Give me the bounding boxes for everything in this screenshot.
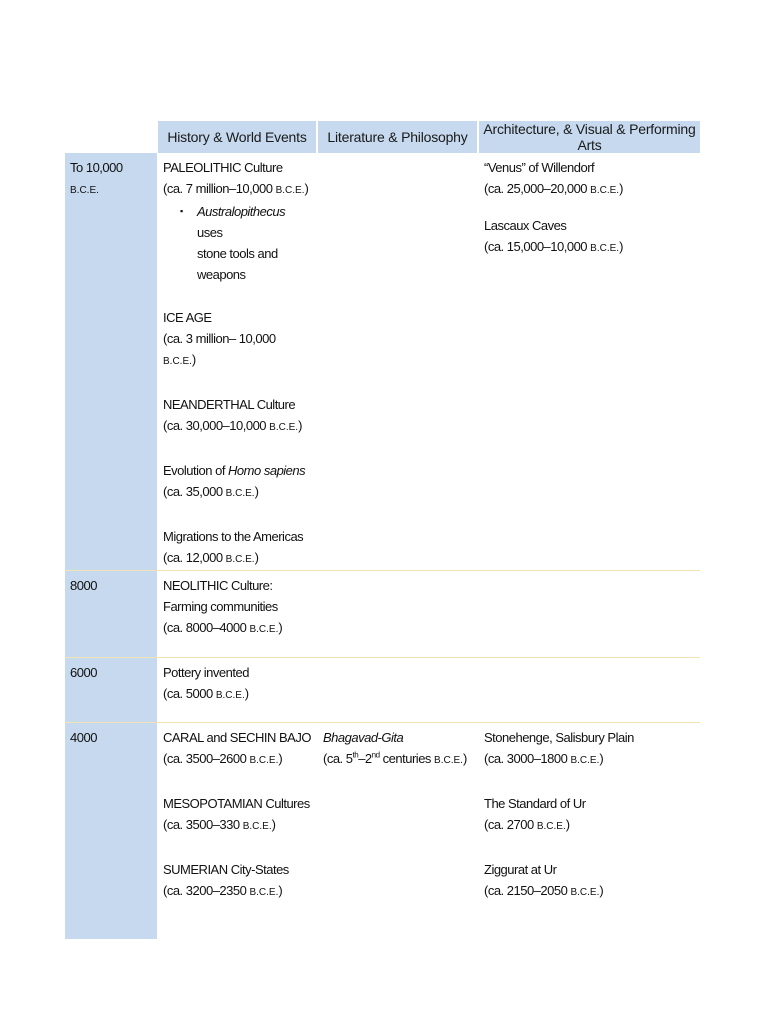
header-literature: Literature & Philosophy [317,121,478,153]
paren: ) [599,751,604,766]
date-range: (ca. 3000–1800 [484,751,571,766]
entry-title: MESOPOTAMIAN Cultures [163,796,310,811]
entry-title: NEANDERTHAL Culture [163,397,296,412]
entry-date [163,547,311,570]
title-prefix: Evolution of [163,463,229,478]
era-label: B.C.E. [536,821,566,832]
literature-cell [317,658,478,723]
date-cell [65,571,157,658]
date-range: (ca. 3500–330 [163,817,243,832]
paren: ) [191,352,196,367]
paren: ) [278,620,283,635]
entry-title [163,460,311,481]
era-label: B.C.E. [269,422,299,433]
entry-title: The Standard of Ur [484,796,586,811]
date-range: (ca. 5 [323,751,353,766]
date-label: 4000 [70,730,97,745]
history-entry [163,307,311,372]
arts-entry [484,215,694,259]
date-range: (ca. 3 million– 10,000 [163,331,276,346]
ordinal-suffix: th [352,750,359,760]
era-label: B.C.E. [70,185,99,196]
paren: ) [565,817,570,832]
date-range-mid: –2 [358,751,372,766]
date-cell [65,723,157,939]
entry-title: Migrations to the Americas [163,529,304,544]
arts-cell [478,723,700,939]
date-range-post: centuries [379,751,435,766]
table-header [65,121,700,153]
table-row [65,723,700,939]
date-range: (ca. 3200–2350 [163,883,250,898]
paren: ) [244,686,249,701]
literature-cell [317,723,478,939]
date-label: To 10,000 [70,160,123,175]
entry-title: PALEOLITHIC Culture [163,160,283,175]
entry-title: Ziggurat at Ur [484,862,557,877]
ordinal-suffix: nd [371,750,380,760]
era-label: B.C.E. [225,488,255,499]
entry-date [484,178,694,201]
paren: ) [619,239,623,254]
date-label: 6000 [70,665,97,680]
entry-date [163,814,311,837]
era-label: B.C.E. [590,185,620,196]
date-range: (ca. 25,000–20,000 [484,181,591,196]
date-range: (ca. 2700 [484,817,537,832]
date-range: (ca. 3500–2600 [163,751,250,766]
era-label: B.C.E. [249,624,279,635]
entry-title: “Venus” of Willendorf [484,160,595,175]
arts-entry [484,727,694,771]
entry-title: Pottery invented [163,665,249,680]
history-entry [163,394,311,438]
bullet-icon: ▪ [180,206,183,216]
paren: ) [254,550,259,565]
paren: ) [278,883,283,898]
entry-date [163,683,311,706]
entry-date [163,880,311,903]
era-label: B.C.E. [570,887,600,898]
entry-date [163,415,311,438]
paren: ) [278,751,283,766]
sub-text: uses [197,225,223,240]
entry-date [163,481,311,504]
entry-title: NEOLITHIC Culture: [163,578,273,593]
entry-date [484,880,694,903]
history-entry [163,859,311,903]
era-label: B.C.E. [570,755,600,766]
entry-date [163,748,311,771]
history-cell [157,658,317,723]
history-cell [157,153,317,571]
sub-text-line2: stone tools and weapons [197,246,278,282]
entry-date [163,178,311,201]
entry-title: Bhagavad-Gita [323,730,404,745]
era-label: B.C.E. [590,243,620,254]
arts-entry [484,157,694,201]
header-date-column [65,121,157,153]
entry-title: CARAL and SECHIN BAJO [163,730,311,745]
entry-date [484,236,694,259]
table-row [65,658,700,723]
date-range: (ca. 12,000 [163,550,226,565]
date-range: (ca. 30,000–10,000 [163,418,270,433]
date-range: (ca. 2150–2050 [484,883,571,898]
arts-entry [484,793,694,837]
species-name: Homo sapiens [228,463,306,478]
entry-date [163,617,311,640]
era-label: B.C.E. [249,755,279,766]
date-range: (ca. 7 million–10,000 [163,181,276,196]
era-label: B.C.E. [242,821,272,832]
sub-list-item [180,201,311,285]
entry-title: Stonehenge, Salisbury Plain [484,730,634,745]
paren: ) [254,484,259,499]
arts-cell [478,658,700,723]
date-label: 8000 [70,578,97,593]
table-row [65,571,700,658]
paren: ) [298,418,302,433]
date-cell [65,153,157,571]
date-range: (ca. 35,000 [163,484,226,499]
history-entry [163,157,311,285]
era-label: B.C.E. [249,887,279,898]
arts-cell [478,153,700,571]
sub-list [163,201,311,285]
era-label: B.C.E. [275,185,305,196]
paren: ) [599,883,604,898]
timeline-table [65,121,700,939]
header-history: History & World Events [157,121,317,153]
entry-title: Lascaux Caves [484,218,567,233]
date-range: (ca. 15,000–10,000 [484,239,591,254]
history-cell [157,723,317,939]
history-cell [157,571,317,658]
era-label: B.C.E. [434,755,463,766]
history-entry [163,727,311,771]
species-name: Australopithecus [197,204,286,219]
entry-date [163,328,311,372]
era-label: B.C.E. [163,356,192,367]
literature-cell [317,571,478,658]
literature-entry [323,727,472,771]
date-cell [65,658,157,723]
arts-cell [478,571,700,658]
entry-title: ICE AGE [163,310,212,325]
paren: ) [271,817,276,832]
history-entry [163,793,311,837]
entry-date [484,814,694,837]
table-row [65,153,700,571]
paren: ) [304,181,309,196]
date-range: (ca. 5000 [163,686,216,701]
entry-date [323,748,472,771]
entry-subtitle: Farming communities [163,599,278,614]
history-entry [163,526,311,570]
era-label: B.C.E. [215,690,245,701]
history-entry [163,460,311,504]
entry-date [484,748,694,771]
paren: ) [619,181,623,196]
date-range: (ca. 8000–4000 [163,620,250,635]
literature-cell [317,153,478,571]
era-label: B.C.E. [225,554,255,565]
arts-entry [484,859,694,903]
entry-title: SUMERIAN City-States [163,862,289,877]
paren: ) [462,751,467,766]
header-arts: Architecture, & Visual & Performing Arts [478,121,700,153]
